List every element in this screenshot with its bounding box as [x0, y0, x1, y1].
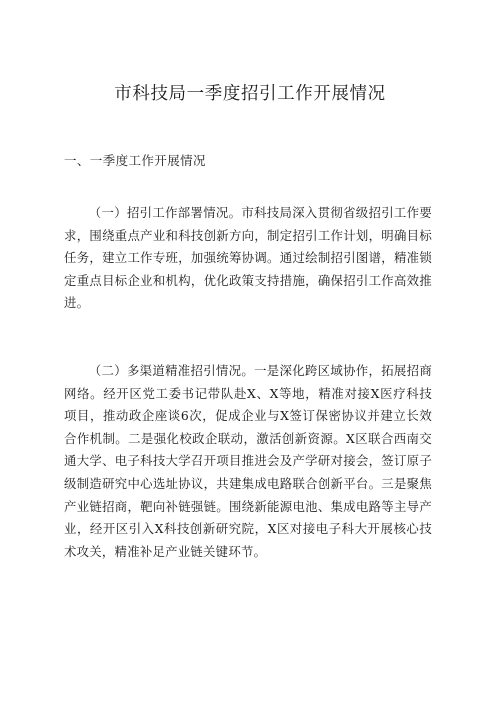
- paragraph-multichannel: （二）多渠道精准招引情况。一是深化跨区域协作，拓展招商网络。经开区党工委书记带队赴X、X等地，精准对接X医疗科技项目，推动政企座谈6次，促成企业与X签订保密协议并建立长效合作机制。二是强化校政企联动，激活创新资源。X区联合西南交通大学、电子科技大学召开项目推进会及产学研对接会，签订原子级制造研究中心选址协议，共建集成电路联合创新平台。三是聚焦产业链招商，靶向补链强链。围绕新能源电池、集成电路等主导产业，经开区引入X科技创新研究院，X区对接电子科大开展核心技术攻关，精准补足产业链关键环节。: [64, 363, 432, 559]
- paragraph-deployment: （一）招引工作部署情况。市科技局深入贯彻省级招引工作要求，围绕重点产业和科技创新方向，制定招引工作计划，明确目标任务，建立工作专班，加强统筹协调。通过绘制招引图谱，精准锁定重点目标企业和机构，优化政策支持措施，确保招引工作高效推进。: [64, 205, 432, 311]
- section-heading: 一、一季度工作开展情况: [64, 153, 206, 168]
- document-title: 市科技局一季度招引工作开展情况: [114, 84, 386, 104]
